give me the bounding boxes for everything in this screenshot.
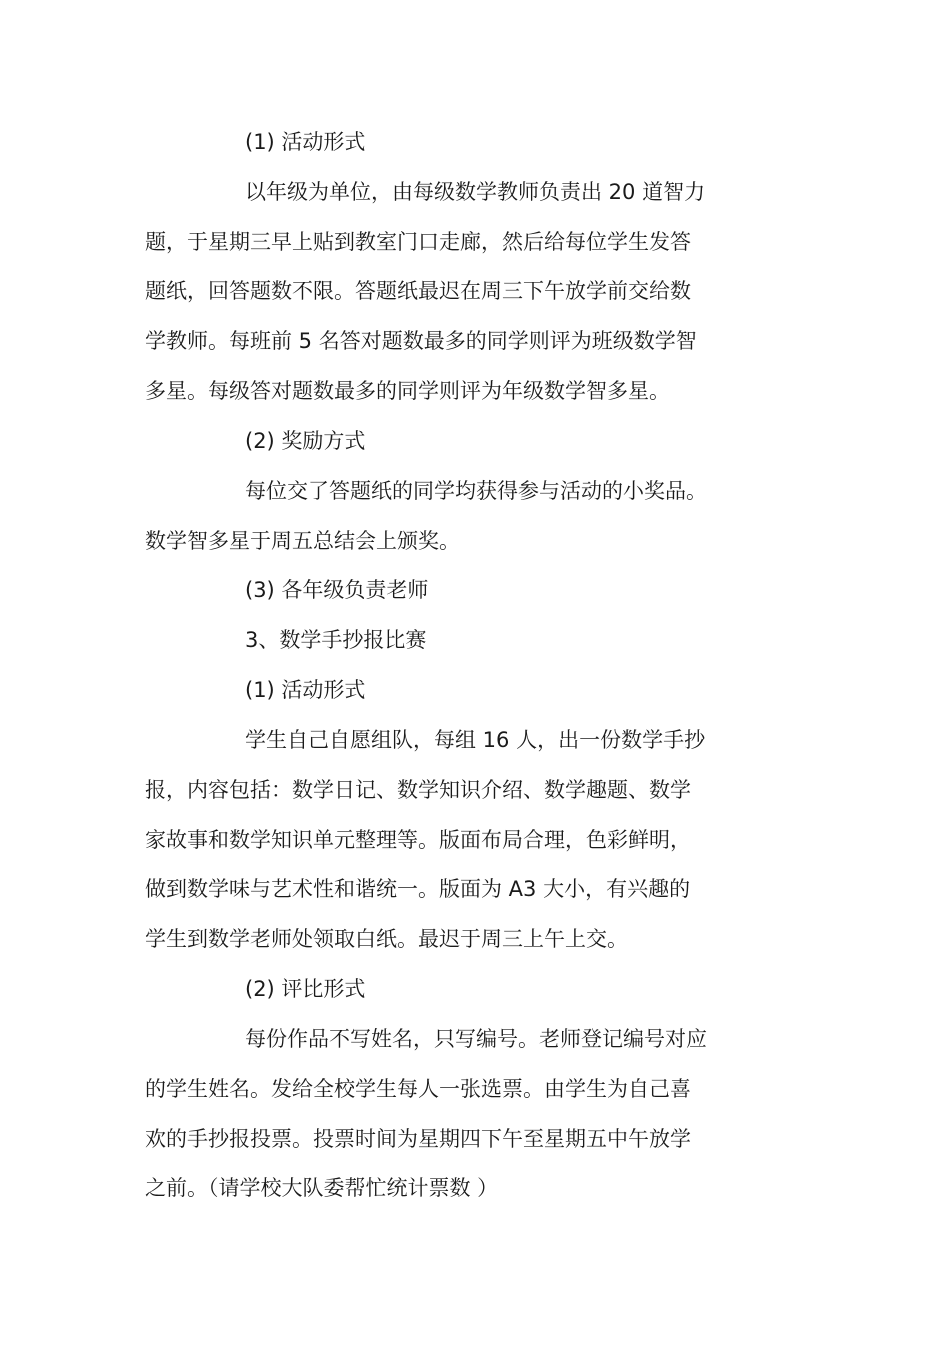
subheading-activity-form-2: (1) 活动形式 [245,678,366,702]
paragraph-line: 报，内容包括：数学日记、数学知识介绍、数学趣题、数学 [145,778,691,802]
paragraph-line: 学生自己自愿组队，每组 16 人，出一份数学手抄 [245,728,706,752]
paragraph-line: 以年级为单位，由每级数学教师负责出 20 道智力 [245,180,706,204]
paragraph-line: 做到数学味与艺术性和谐统一。版面为 A3 大小，有兴趣的 [145,877,691,901]
paragraph-line: 每位交了答题纸的同学均获得参与活动的小奖品。 [245,479,707,503]
subheading-reward-method: (2) 奖励方式 [245,429,366,453]
paragraph-line: 多星。每级答对题数最多的同学则评为年级数学智多星。 [145,379,670,403]
subheading-grade-teachers: (3) 各年级负责老师 [245,578,429,602]
subheading-judging-form: (2) 评比形式 [245,977,366,1001]
paragraph-line: 每份作品不写姓名，只写编号。老师登记编号对应 [245,1027,707,1051]
paragraph-line: 题，于星期三早上贴到教室门口走廊，然后给每位学生发答 [145,230,691,254]
paragraph-line: 数学智多星于周五总结会上颁奖。 [145,529,460,553]
subheading-activity-form-1: (1) 活动形式 [245,130,366,154]
paragraph-line: 欢的手抄报投票。投票时间为星期四下午至星期五中午放学 [145,1127,691,1151]
paragraph-line: 的学生姓名。发给全校学生每人一张选票。由学生为自己喜 [145,1077,691,1101]
paragraph-line: 之前。（请学校大队委帮忙统计票数 ） [145,1176,499,1200]
section-heading-handwritten-newspaper: 3、数学手抄报比赛 [245,628,427,652]
paragraph-line: 学生到数学老师处领取白纸。最迟于周三上午上交。 [145,927,628,951]
paragraph-line: 家故事和数学知识单元整理等。版面布局合理，色彩鲜明， [145,828,691,852]
paragraph-line: 学教师。每班前 5 名答对题数最多的同学则评为班级数学智 [145,329,697,353]
paragraph-line: 题纸，回答题数不限。答题纸最迟在周三下午放学前交给数 [145,279,691,303]
